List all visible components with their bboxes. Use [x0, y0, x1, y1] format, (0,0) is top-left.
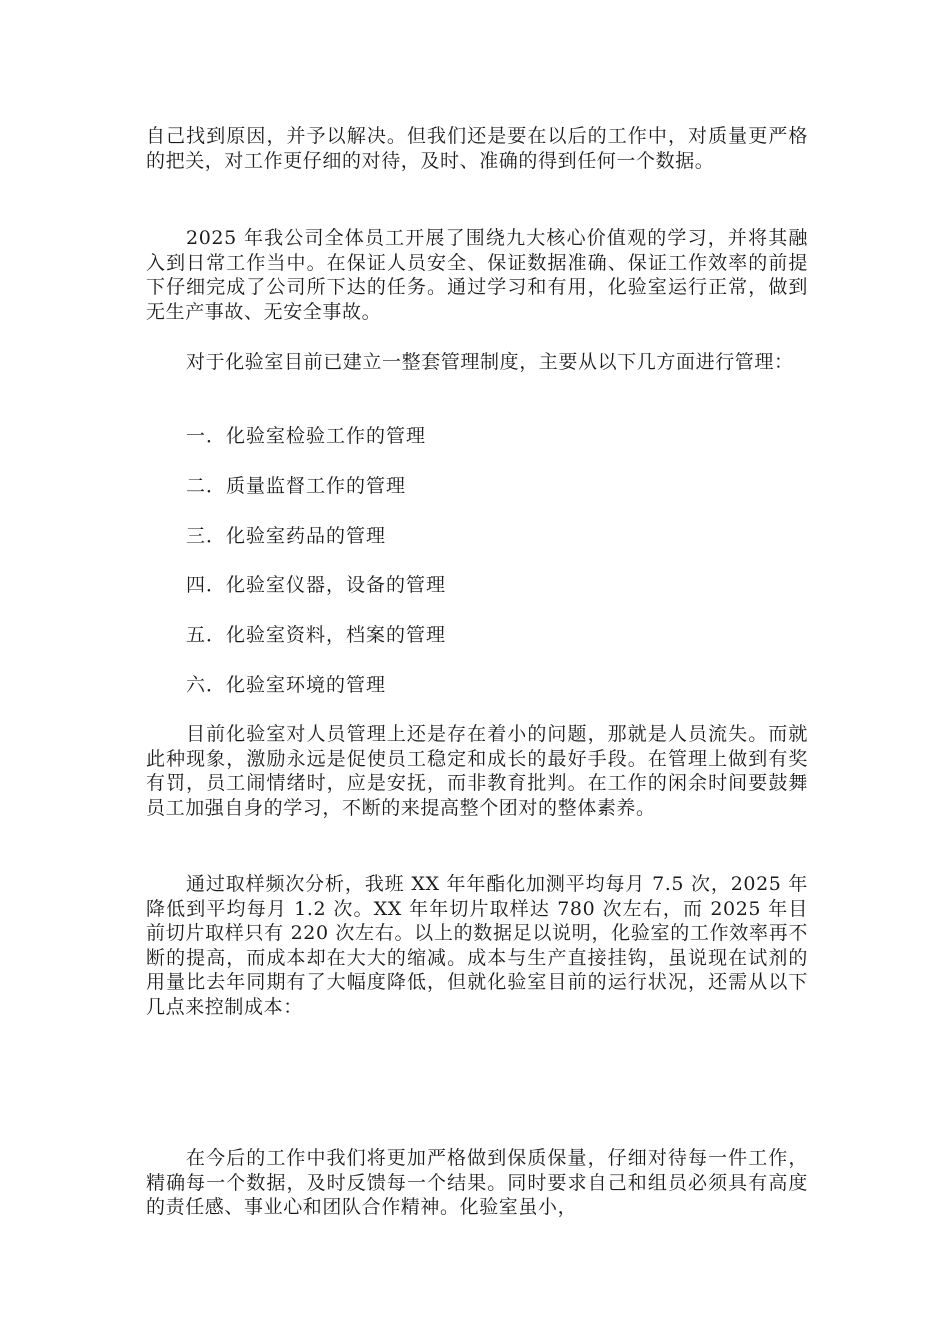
paragraph-personnel-management: 目前化验室对人员管理上还是存在着小的问题，那就是人员流失。而就此种现象，激励永远是促使员工稳定和成长的最好手段。在管理上做到有奖有罚，员工闹情绪时，应是安抚，而非教育批判。在工作的闲余时间要鼓舞员工加强自身的学习，不断的来提高整个团对的整体素养。 [146, 723, 808, 819]
management-item-6: 六．化验室环境的管理 [186, 674, 387, 696]
management-item-3: 三．化验室药品的管理 [186, 525, 387, 547]
paragraph-management-system-intro: 对于化验室目前已建立一整套管理制度，主要从以下几方面进行管理： [186, 351, 794, 373]
management-item-4: 四．化验室仪器，设备的管理 [186, 574, 447, 596]
paragraph-quality-control: 自己找到原因，并予以解决。但我们还是要在以后的工作中，对质量更严格的把关，对工作更仔细的对待，及时、准确的得到任何一个数据。 [146, 125, 808, 172]
management-item-1: 一．化验室检验工作的管理 [186, 425, 427, 447]
paragraph-core-values-study: 2025 年我公司全体员工开展了围绕九大核心价值观的学习，并将其融入到日常工作当中。在保证人员安全、保证数据准确、保证工作效率的前提下仔细完成了公司所下达的任务。通过学习和有用，化验室运行正常，做到无生产事故、无安全事故。 [146, 227, 808, 323]
paragraph-sampling-frequency-analysis: 通过取样频次分析，我班 XX 年年酯化加测平均每月 7.5 次，2025 年降低到平均每月 1.2 次。XX 年年切片取样达 780 次左右，而 2025 年目前切片取样只有 220 次左右。以上的数据足以说明，化验室的工作效率再不断的提高，而成本却在大大的缩减。成本与生产直接挂钩，虽说现在试剂的用量比去年同期有了大幅度降低，但就化验室目前的运行状况，还需从以下几点来控制成本： [146, 873, 808, 1018]
management-item-5: 五．化验室资料，档案的管理 [186, 624, 447, 646]
management-item-2: 二．质量监督工作的管理 [186, 475, 407, 497]
paragraph-future-work: 在今后的工作中我们将更加严格做到保质保量，仔细对待每一件工作，精确每一个数据，及时反馈每一个结果。同时要求自己和组员必须具有高度的责任感、事业心和团队合作精神。化验室虽小， [146, 1147, 808, 1218]
